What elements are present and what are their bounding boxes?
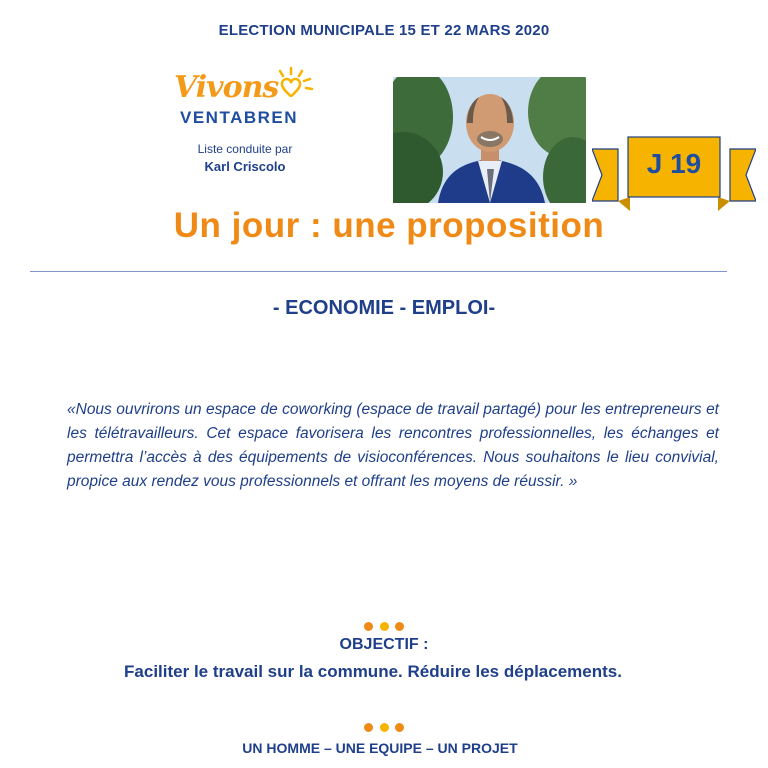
logo-script-text: Vivons <box>174 70 279 105</box>
proposal-quote: «Nous ouvrirons un espace de coworking (espace de travail partagé) pour les entrepreneurs et les télétravailleurs. Cet espace favorisera les rencontres professionnelles, les échanges et permettra l’accès à des équipements de visioconférences. Nous souhaitons le lieu convivial, propice aux rendez vous professionnels et offrant les moyens de réussir. » <box>67 401 719 490</box>
day-counter: J 19 <box>646 148 702 179</box>
divider <box>30 271 727 272</box>
election-header: ELECTION MUNICIPALE 15 ET 22 MARS 2020 <box>218 22 550 39</box>
dot-icon <box>364 622 373 631</box>
objective-title: OBJECTIF : <box>339 636 429 653</box>
dots-divider-top <box>0 618 768 630</box>
lead-name: Karl Criscolo <box>204 159 286 174</box>
heart-sun-icon <box>266 66 316 106</box>
dot-icon <box>395 723 404 732</box>
dot-icon <box>395 622 404 631</box>
dots-divider-bottom <box>0 719 768 731</box>
section-heading: - ECONOMIE - EMPLOI- <box>272 297 496 319</box>
logo-town-text: VENTABREN <box>180 108 299 127</box>
dot-icon <box>364 723 373 732</box>
candidate-photo <box>393 77 586 203</box>
campaign-logo <box>172 64 322 134</box>
objective-text: Faciliter le travail sur la commune. Réduire les déplacements. <box>124 662 622 681</box>
page-title: Un jour : une proposition <box>173 206 605 245</box>
dot-icon <box>380 622 389 631</box>
lead-label: Liste conduite par <box>197 142 293 156</box>
dot-icon <box>380 723 389 732</box>
footer-slogan: UN HOMME – UNE EQUIPE – UN PROJET <box>242 740 518 756</box>
